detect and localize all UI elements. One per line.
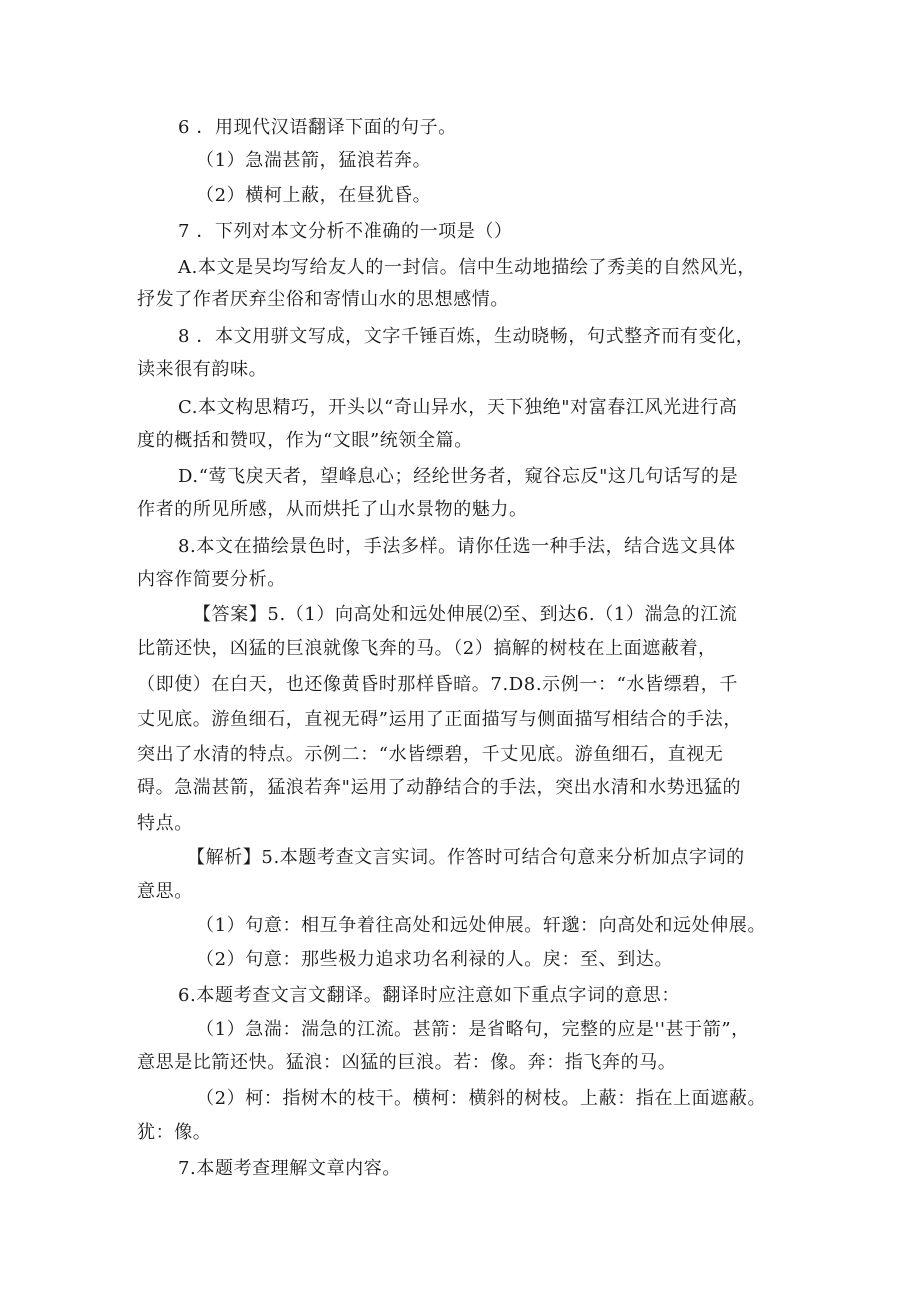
question-6-item-1: （1）急湍甚箭，猛浪若奔。 <box>196 150 432 171</box>
question-8-line-1: 8.本文在描绘景色时，手法多样。请你任选一种手法，结合选文具体 <box>178 536 736 557</box>
answer-line-5: 突出了水清的特点。示例二：“水皆缥碧，千丈见底。游鱼细石，直视无 <box>137 744 724 765</box>
option-a-line-1: A.本文是吴均写给友人的一封信。信中生动地描绘了秀美的自然风光， <box>178 257 756 278</box>
option-c-line-1: C.本文构思精巧，开头以“奇山异水，天下独绝"对富春江风光进行高 <box>178 397 738 418</box>
answer-line-1: 【答案】5.（1）向高处和远处伸展⑵至、到达6.（1）湍急的江流 <box>193 604 738 625</box>
analysis-6-item-2-line-2: 犹：像。 <box>137 1122 212 1143</box>
analysis-line-2: 意思。 <box>137 881 193 902</box>
question-6-item-2: （2）横柯上蔽，在昼犹昏。 <box>196 185 432 206</box>
analysis-line-1: 【解析】5.本题考查文言实词。作答时可结合句意来分析加点字词的 <box>187 847 745 868</box>
analysis-6-item-2-line-1: （2）柯：指树木的枝干。横柯：横斜的树枝。上蔽：指在上面遮蔽。 <box>196 1088 767 1109</box>
question-8-line-2: 内容作简要分析。 <box>137 569 286 590</box>
option-c-line-2: 度的概括和赞叹，作为“文眼”统领全篇。 <box>137 430 473 451</box>
answer-line-7: 特点。 <box>137 813 193 834</box>
question-7-heading: 7 ．下列对本文分析不准确的一项是（） <box>178 221 513 242</box>
analysis-6-heading: 6.本题考查文言文翻译。翻译时应注意如下重点字词的意思： <box>178 985 680 1006</box>
answer-line-6: 碍。急湍甚箭，猛浪若奔"运用了动静结合的手法，突出水清和水势迅猛的 <box>137 777 742 798</box>
analysis-6-item-1-line-1: （1）急湍：湍急的江流。甚箭：是省略句，完整的应是''甚于箭”， <box>196 1019 750 1040</box>
question-6-heading: 6 ．用现代汉语翻译下面的句子。 <box>178 117 457 138</box>
answer-line-4: 丈见底。游鱼细石，直视无碍”运用了正面描写与侧面描写相结合的手法， <box>137 709 742 730</box>
answer-line-2: 比箭还快，凶猛的巨浪就像飞奔的马。（2）搞解的树枝在上面遮蔽着， <box>137 638 717 659</box>
analysis-item-2: （2）句意：那些极力追求功名利禄的人。戾：至、到达。 <box>196 949 674 970</box>
analysis-6-item-1-line-2: 意思是比箭还快。猛浪：凶猛的巨浪。若：像。奔：指飞奔的马。 <box>137 1052 677 1073</box>
answer-line-3: （即使）在白天，也还像黄昏时那样昏暗。7.D8.示例一：“水皆缥碧，千 <box>137 674 738 695</box>
option-d-line-1: D.“莺飞戾天者，望峰息心；经纶世务者，窥谷忘反"这几句话写的是 <box>178 466 739 487</box>
option-a-line-2: 抒发了作者厌弃尘俗和寄情山水的思想感情。 <box>137 289 509 310</box>
option-b-line-1: 8 ．本文用骈文写成，文字千锤百炼，生动晓畅，句式整齐而有变化， <box>178 326 755 347</box>
option-b-line-2: 读来很有韵味。 <box>137 359 268 380</box>
analysis-7-heading: 7.本题考查理解文章内容。 <box>178 1158 401 1179</box>
option-d-line-2: 作者的所见所感，从而烘托了山水景物的魅力。 <box>137 499 528 520</box>
analysis-item-1: （1）句意：相互争着往高处和远处伸展。轩邈：向高处和远处伸展。 <box>196 915 767 936</box>
